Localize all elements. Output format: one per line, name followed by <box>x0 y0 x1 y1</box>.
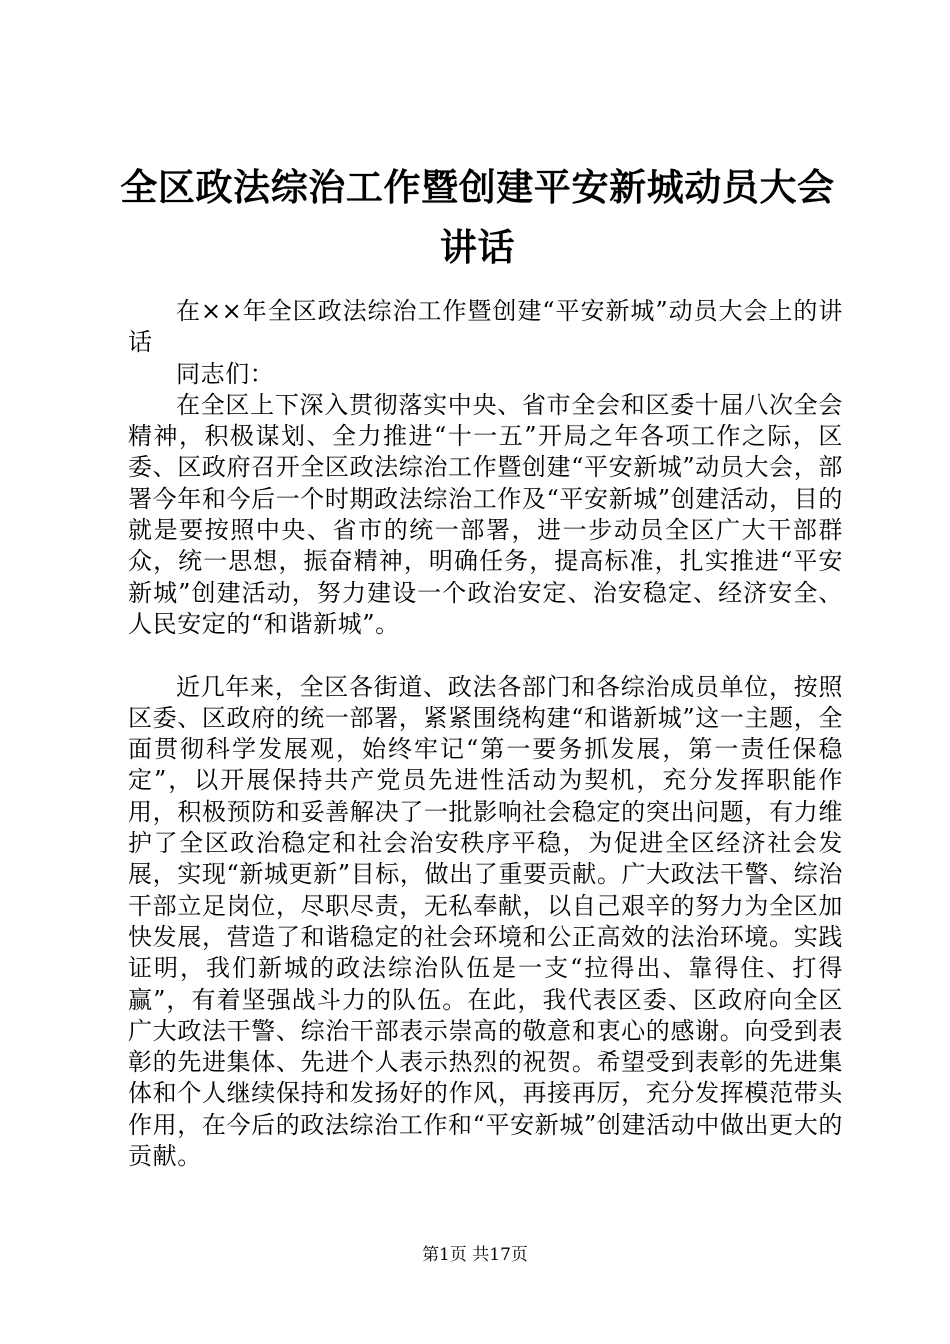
salutation-paragraph: 同志们： <box>176 359 275 388</box>
body-paragraph: 在全区上下深入贯彻落实中央、省市全会和区委十届八次全会精神，积极谋划、全力推进“十一五”开局之年各项工作之际，区委、区政府召开全区政法综治工作暨创建“平安新城”动员大会，部署今年和今后一个时期政法综治工作及“平安新城”创建活动，目的就是要按照中央、省市的统一部署，进一步动员全区广大干部群众，统一思想，振奋精神，明确任务，提高标准，扎实推进“平安新城”创建活动，努力建设一个政治安定、治安稳定、经济安全、人民安定的“和谐新城”。 <box>128 390 843 638</box>
body-paragraph: 近几年来，全区各街道、政法各部门和各综治成员单位，按照区委、区政府的统一部署，紧紧围绕构建“和谐新城”这一主题，全面贯彻科学发展观，始终牢记“第一要务抓发展，第一责任保稳定”，以开展保持共产党员先进性活动为契机，充分发挥职能作用，积极预防和妥善解决了一批影响社会稳定的突出问题，有力维护了全区政治稳定和社会治安秩序平稳，为促进全区经济社会发展，实现“新城更新”目标，做出了重要贡献。广大政法干警、综治干部立足岗位，尽职尽责，无私奉献，以自己艰辛的努力为全区加快发展，营造了和谐稳定的社会环境和公正高效的法治环境。实践证明，我们新城的政法综治队伍是一支“拉得出、靠得住、打得赢”，有着坚强战斗力的队伍。在此，我代表区委、区政府向全区广大政法干警、综治干部表示崇高的敬意和衷心的感谢。向受到表彰的先进集体、先进个人表示热烈的祝贺。希望受到表彰的先进集体和个人继续保持和发扬好的作风，再接再厉，充分发挥模范带头作用，在今后的政法综治工作和“平安新城”创建活动中做出更大的贡献。 <box>128 672 843 1171</box>
page-footer: 第1页 共17页 <box>422 1245 528 1265</box>
paragraph-spacer <box>128 640 843 671</box>
document-title: 全区政法综治工作暨创建平安新城动员大会讲话 <box>120 166 835 269</box>
speech-heading-paragraph: 在××年全区政法综治工作暨创建“平安新城”动员大会上的讲话 <box>128 297 843 357</box>
document-body <box>128 296 843 1172</box>
